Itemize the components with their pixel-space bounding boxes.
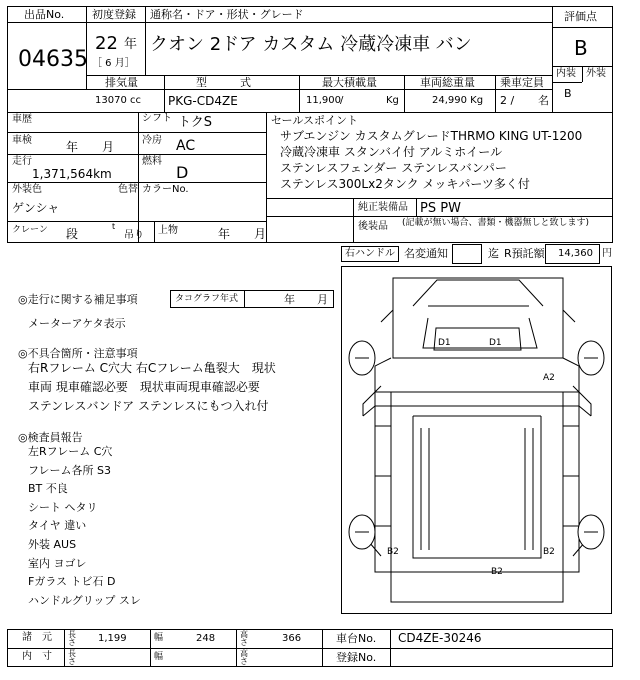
ac-label: 冷房: [142, 135, 162, 146]
divider: [390, 629, 391, 667]
aftermarket-note: (記載が無い場合、書類・機器無しと致します): [402, 218, 590, 228]
inner-width-label: 幅: [154, 652, 164, 662]
type-label: 型 式: [196, 76, 251, 89]
type-value: PKG-CD4ZE: [168, 94, 238, 108]
divider: [299, 75, 300, 113]
defect-line: 右Rフレーム C穴大 右Cフレーム亀裂大 現状: [28, 361, 276, 375]
inspector-report-line: ハンドルグリップ スレ: [28, 593, 141, 607]
fuel-value: D: [176, 163, 189, 182]
divider: [7, 132, 266, 133]
divider: [236, 629, 237, 667]
inner-dims-label: 内 寸: [22, 651, 52, 662]
first-reg-month: ［ 6 月］: [92, 58, 135, 69]
divider: [266, 112, 267, 243]
color-value: ゲンシャ: [12, 201, 60, 215]
first-reg-year: 22: [95, 33, 118, 54]
width-label: 幅: [154, 633, 164, 643]
damage-mark-d1-right: D1: [489, 338, 502, 348]
mileage-label: 走行: [12, 156, 32, 167]
tacho-label: タコグラフ年式: [175, 294, 239, 304]
history-label: 車歴: [12, 114, 32, 125]
inner-length-label: 長さ: [68, 649, 76, 666]
divider: [244, 290, 245, 308]
inspector-report-line: シート ヘタリ: [28, 500, 98, 514]
capacity-unit: 名: [538, 94, 549, 107]
inner-height-label: 高さ: [240, 649, 248, 666]
vehicle-diagram: [341, 266, 612, 614]
grade-label: 評価点: [564, 10, 597, 23]
max-load-value: 11,900: [306, 95, 341, 106]
capacity-value: 2 /: [500, 94, 515, 107]
gvw-label: 車両総重量: [420, 76, 475, 89]
run-remarks-title: ◎走行に関する補足事項: [18, 293, 138, 306]
divider: [495, 75, 496, 113]
tacho-value: 年 月: [284, 293, 328, 306]
divider: [7, 22, 552, 23]
max-load-unit: Kg: [386, 95, 399, 106]
divider: [7, 89, 552, 90]
divider: [145, 6, 146, 75]
lot-label: 出品No.: [24, 8, 65, 21]
crane-lift-unit: 吊り: [124, 230, 144, 241]
registration-label: 登録No.: [336, 651, 377, 664]
car-name: クオン 2ドア カスタム 冷蔵冷凍車 バン: [150, 34, 472, 55]
max-load-separator: /: [340, 95, 344, 106]
divider: [64, 629, 65, 667]
divider: [150, 629, 151, 667]
length-label: 長さ: [68, 630, 76, 647]
divider: [7, 154, 266, 155]
inspector-report-line: Fガラス トビ石 D: [28, 575, 116, 589]
inspection-value: 年 月: [66, 140, 115, 154]
divider: [322, 629, 323, 667]
divider: [266, 198, 613, 199]
name-change-box: [452, 244, 482, 264]
divider: [7, 221, 266, 222]
damage-mark-b2-left: B2: [387, 547, 399, 557]
divider: [404, 75, 405, 113]
divider: [582, 66, 583, 82]
shift-label: シフト: [142, 113, 172, 124]
inspector-title: ◎検査員報告: [18, 431, 83, 444]
inspector-report-line: タイヤ 違い: [28, 519, 87, 533]
inspector-report-line: 外装 AUS: [28, 538, 77, 551]
defect-line: ステンレスバンドア ステンレスにもつ入れ付: [28, 399, 269, 413]
length-value: 1,199: [98, 633, 127, 644]
genuine-equipment-label: 純正装備品: [358, 202, 408, 213]
crane-ton-unit: t: [112, 222, 116, 231]
deadline-label: 迄: [488, 247, 499, 260]
color-number-label: カラーNo.: [142, 184, 189, 195]
divider: [164, 75, 165, 113]
first-reg-year-unit: 年: [124, 37, 138, 52]
inspection-label: 車検: [12, 135, 32, 146]
sales-point-line: ステンレスフェンダー ステンレスバンパー: [280, 161, 507, 175]
mileage-value: 1,371,564km: [32, 167, 112, 181]
displacement-label: 排気量: [105, 76, 138, 89]
damage-mark-b2-right: B2: [543, 547, 555, 557]
chassis-label: 車台No.: [336, 632, 377, 645]
defect-line: 車両 現車確認必要 現状車両現車確認必要: [28, 380, 260, 394]
interior-grade: B: [564, 87, 572, 100]
first-reg-label: 初度登録: [92, 8, 136, 21]
lot-number: 04635: [18, 47, 88, 72]
damage-mark-a2: A2: [543, 373, 555, 383]
divider: [86, 75, 552, 76]
defect-title: ◎不具合箇所・注意事項: [18, 347, 138, 360]
inspector-report-line: 左Rフレーム C穴: [28, 445, 113, 458]
lift-value: 年 月: [218, 227, 267, 241]
height-label: 高さ: [240, 630, 248, 647]
color-change-label: 色替: [118, 184, 138, 195]
width-value: 248: [196, 633, 216, 644]
name-change-label: 名変通知: [404, 247, 448, 260]
color-label: 外装色: [12, 184, 42, 195]
divider: [416, 198, 417, 216]
capacity-label: 乗車定員: [500, 76, 544, 89]
max-load-label: 最大積載量: [322, 76, 377, 89]
lift-label: 上物: [158, 225, 178, 236]
fuel-label: 燃料: [142, 156, 162, 167]
divider: [154, 221, 155, 243]
shift-value: トクS: [178, 115, 212, 130]
dims-label: 諸 元: [22, 632, 52, 643]
divider: [552, 82, 582, 83]
genuine-equipment-value: PS PW: [420, 201, 461, 216]
divider: [7, 648, 613, 649]
crane-steps: 段: [66, 227, 79, 241]
divider: [552, 6, 553, 113]
ac-value: AC: [176, 138, 196, 154]
sales-point-label: セールスポイント: [271, 114, 359, 127]
inspector-report-line: フレーム各所 S3: [28, 463, 112, 477]
interior-label: 内装: [556, 68, 576, 79]
exterior-label: 外装: [586, 68, 606, 79]
crane-label: クレーン: [12, 225, 48, 235]
gvw-value: 24,990 Kg: [432, 95, 484, 106]
r-deposit-label: R預託額: [504, 247, 545, 260]
aftermarket-label: 後装品: [358, 221, 388, 232]
sales-point-line: ステンレス300Lx2タンク メッキパーツ多く付: [280, 177, 530, 191]
r-deposit-unit: 円: [602, 248, 612, 259]
displacement-value: 13070 cc: [95, 95, 141, 106]
height-value: 366: [282, 633, 302, 644]
divider: [353, 198, 354, 243]
sales-point-line: サブエンジン カスタムグレードTHRMO KING UT-1200: [280, 129, 583, 143]
divider: [266, 216, 613, 217]
inspector-report-line: 室内 ヨゴレ: [28, 556, 87, 570]
inspector-report-line: BT 不良: [28, 482, 68, 496]
sales-point-line: 冷蔵冷凍車 スタンバイ付 アルミホイール: [280, 145, 503, 159]
divider: [7, 182, 266, 183]
r-deposit-value: 14,360: [558, 248, 593, 259]
divider: [552, 27, 613, 28]
run-remark-line: メーターアケタ表示: [28, 317, 126, 330]
damage-mark-d1-left: D1: [438, 338, 451, 348]
chassis-value: CD4ZE-30246: [398, 631, 482, 645]
damage-mark-b2-rear: B2: [491, 567, 503, 577]
model-label: 通称名・ドア・形状・グレード: [150, 8, 304, 21]
rhd-label: 右ハンドル: [345, 248, 395, 259]
overall-grade: B: [574, 36, 588, 60]
